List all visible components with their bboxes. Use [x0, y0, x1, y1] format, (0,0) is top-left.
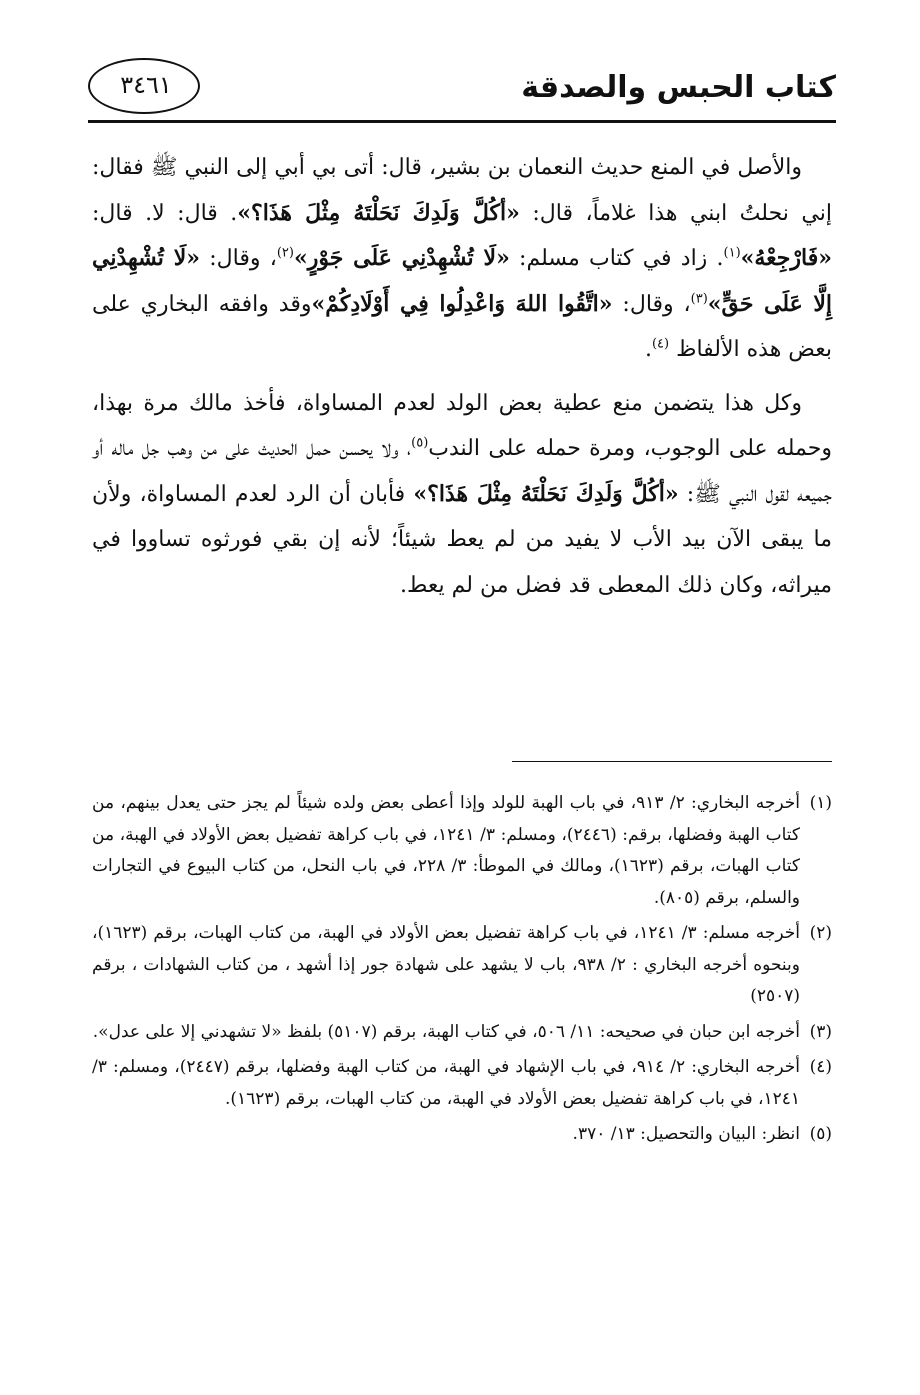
chapter-title: كتاب الحبس والصدقة [521, 70, 836, 105]
footnote-reference: (٢) [276, 245, 294, 261]
footnote-text: أخرجه مسلم: ٣/ ١٢٤١، في باب كراهة تفضيل بعض الأولاد في الهبة، من كتاب الهبات، برقم (١٦٢٣)، وبنحوه أخرجه البخاري : ٢/ ٩٣٨، باب لا يشهد على شهادة جور إذا أشهد ، من كتاب الشهادات ، برقم (٢٥٠٧) [92, 923, 800, 1006]
paragraph-1 [92, 145, 832, 373]
text-segment: ، وقال: [612, 291, 691, 317]
hadith-quote: «فَارْجِعْهُ» [740, 245, 832, 271]
footnote-number: (١) [809, 793, 832, 813]
footnote-text: انظر: البيان والتحصيل: ١٣/ ٣٧٠. [572, 1124, 800, 1144]
page-number: ٣٤٦١ [120, 71, 172, 99]
footnotes [92, 788, 832, 1155]
text-segment: والأصل في المنع حديث النعمان بن بشير، قال: أتى بي أبي إلى النبي ﷺ فقال: إني نحلتُ ابني هذا غلاماً، قال: [92, 155, 832, 226]
footnote-text: أخرجه البخاري: ٢/ ٩١٣، في باب الهبة للولد وإذا أعطى بعض ولده شيئاً لم يجز حتى يعدل بينهم، من كتاب الهبة وفضلها، برقم: (٢٤٤٦)، ومسلم: ٣/ ١٢٤١، في باب كراهة تفضيل بعض الأولاد في الهبة، من كتاب الهبات، برقم (١٦٢٣)، ومالك في الموطأ: ٣/ ٢٢٨، في باب النحل، من كتاب البيوع في التجارات والسلم، برقم (٨٠٥). [92, 793, 801, 908]
footnote-number: (٥) [809, 1124, 832, 1144]
text-segment: ، ولا يحسن حمل الحديث على من وهب جل ماله أو جميعه لقول النبي ﷺ: [92, 436, 832, 507]
footnote-5 [92, 1119, 832, 1151]
page-header [88, 58, 836, 124]
footnote-number: (٣) [809, 1021, 832, 1042]
text-segment: فأبان أن الرد لعدم المساواة، ولأن ما يبقى الآن بيد الأب لا يفيد من لم يعط شيئاً؛ لأنه إن بقي فورثوه تساووا في ميراثه، وكان ذلك المعطى قد فضل من لم يعط. [92, 481, 832, 598]
footnote-reference: (٥) [411, 435, 429, 451]
footnote-text: أخرجه البخاري: ٢/ ٩١٤، في باب الإشهاد في الهبة، من كتاب الهبة وفضلها، برقم (٢٤٤٧)، ومسلم: ٣/ ١٢٤١، في باب كراهة تفضيل بعض الأولاد في الهبة، من كتاب الهبات، برقم (١٦٢٣). [92, 1057, 800, 1109]
text-segment: . زاد في كتاب مسلم: [509, 246, 724, 271]
hadith-quote: «أكُلَّ وَلَدِكَ نَحَلْتَهُ مِثْلَ هَذَا؟» [413, 480, 679, 507]
footnote-3 [92, 1017, 832, 1049]
footnote-reference: (١) [723, 245, 741, 261]
footnote-2 [92, 918, 832, 1013]
text-segment: وقد وافقه البخاري على بعض هذه الألفاظ [92, 291, 832, 362]
paragraph-2 [92, 381, 832, 609]
footnote-number: (٤) [809, 1057, 832, 1077]
hadith-quote: «لَا تُشْهِدْنِي عَلَى جَوْرٍ» [293, 245, 510, 271]
text-segment: . قال: لا. قال: [92, 200, 238, 226]
page-number-frame [88, 58, 200, 114]
footnote-number: (٢) [809, 923, 832, 943]
footnote-reference: (٣) [690, 291, 708, 307]
header-rule [88, 120, 836, 123]
main-text [92, 145, 832, 608]
hadith-quote: «لَا تُشْهِدْنِي إِلَّا عَلَى حَقٍّ» [92, 245, 832, 317]
footnote-separator [512, 761, 832, 762]
footnote-reference: (٤) [651, 336, 670, 352]
footnote-4 [92, 1052, 832, 1115]
text-segment: ، وقال: [200, 246, 277, 271]
footnote-1 [92, 788, 832, 914]
hadith-quote: «اتَّقُوا اللهَ وَاعْدِلُوا فِي أَوْلَادِكُمْ» [311, 290, 613, 317]
footnote-text: أخرجه ابن حبان في صحيحه: ١١/ ٥٠٦، في كتاب الهبة، برقم (٥١٠٧) بلفظ «لا تشهدني إلا على عدل». [92, 1021, 800, 1042]
text-segment: وكل هذا يتضمن منع عطية بعض الولد لعدم المساواة، فأخذ مالك مرة بهذا، وحمله على الوجوب، ومرة حمله على الندب [92, 390, 832, 461]
hadith-quote: «أكُلَّ وَلَدِكَ نَحَلْتَهُ مِثْلَ هَذَا؟» [237, 199, 520, 226]
text-segment: . [644, 337, 652, 362]
